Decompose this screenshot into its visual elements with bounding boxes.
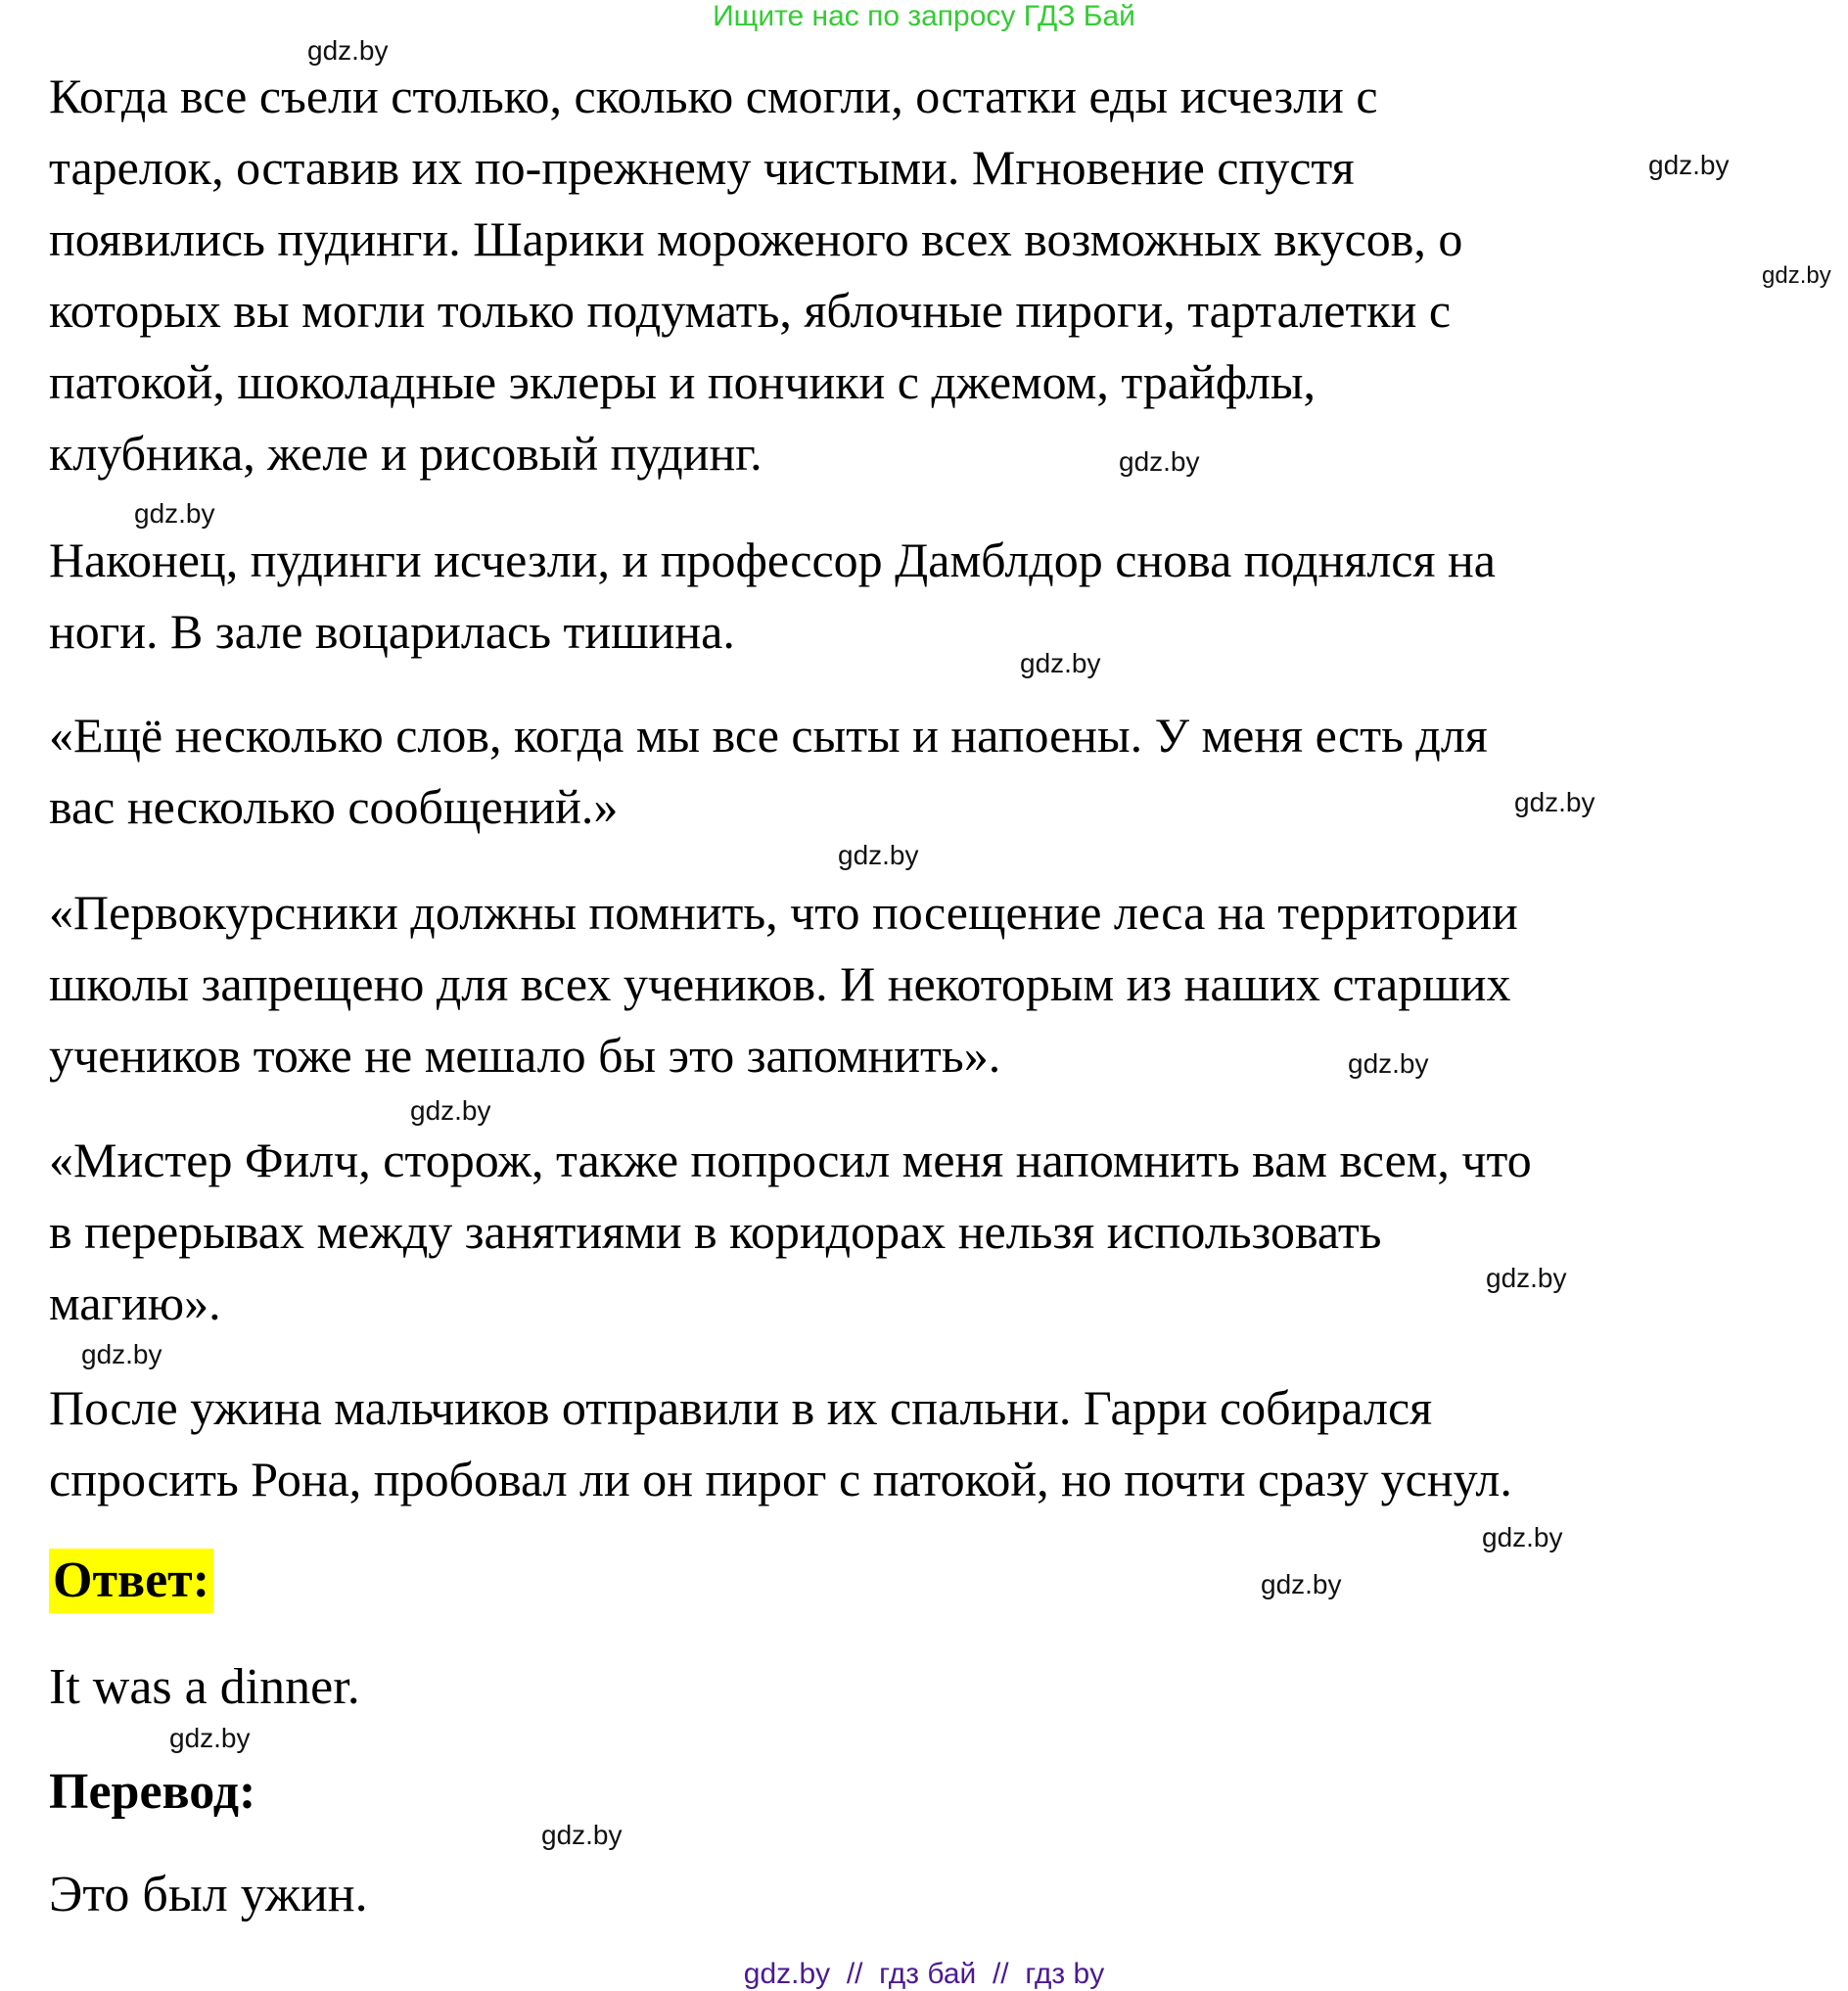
watermark: gdz.by — [1020, 648, 1101, 678]
watermark: gdz.by — [307, 35, 389, 66]
text-line: школы запрещено для всех учеников. И некоторым из наших старших — [49, 956, 1511, 1011]
text-line: вас несколько сообщений.» — [49, 779, 619, 834]
text-line: которых вы могли только подумать, яблочные пироги, тарталетки с — [49, 283, 1452, 338]
text-line: «Ещё несколько слов, когда мы все сыты и напоены. У меня есть для — [49, 708, 1488, 763]
answer-text: It was a dinner. — [49, 1659, 360, 1715]
watermark: gdz.by — [1261, 1569, 1342, 1599]
text-line: спросить Рона, пробовал ли он пирог с патокой, но почти сразу уснул. — [49, 1452, 1512, 1506]
watermark: gdz.by — [1762, 262, 1831, 289]
paragraph-4 — [49, 877, 1518, 1091]
paragraph-1 — [49, 61, 1462, 489]
search-promo-header[interactable]: Ищите нас по запросу ГДЗ Бай — [713, 0, 1135, 32]
watermark: gdz.by — [1486, 1263, 1567, 1293]
watermark: gdz.by — [1482, 1522, 1563, 1552]
text-line: После ужина мальчиков отправили в их спальни. Гарри собирался — [49, 1380, 1433, 1435]
text-line: патокой, шоколадные эклеры и пончики с джемом, трайфлы, — [49, 354, 1316, 409]
watermark: gdz.by — [541, 1820, 623, 1850]
paragraph-2 — [49, 525, 1496, 668]
text-line: клубника, желе и рисовый пудинг. — [49, 426, 762, 481]
watermark: gdz.by — [838, 840, 919, 870]
watermark: gdz.by — [1119, 446, 1200, 477]
paragraph-3 — [49, 700, 1488, 843]
watermark: gdz.by — [410, 1095, 491, 1126]
answer-label: Ответ: — [49, 1549, 213, 1613]
watermark: gdz.by — [1348, 1048, 1429, 1079]
text-line: в перерывах между занятиями в коридорах нельзя использовать — [49, 1204, 1382, 1259]
watermark: gdz.by — [134, 498, 215, 529]
watermark: gdz.by — [81, 1339, 162, 1369]
translation-label: Перевод: — [49, 1764, 256, 1820]
text-line: учеников тоже не мешало бы это запомнить». — [49, 1028, 1001, 1083]
text-line: «Первокурсники должны помнить, что посещение леса на территории — [49, 885, 1518, 940]
footer-links[interactable]: gdz.by // гдз бай // гдз by — [743, 1958, 1105, 1990]
text-line: магию». — [49, 1275, 221, 1330]
text-line: появились пудинги. Шарики мороженого всех возможных вкусов, о — [49, 211, 1463, 266]
text-line: «Мистер Филч, сторож, также попросил меня напомнить вам всем, что — [49, 1133, 1532, 1187]
watermark: gdz.by — [169, 1723, 251, 1753]
text-line: тарелок, оставив их по-прежнему чистыми. Мгновение спустя — [49, 140, 1355, 195]
watermark: gdz.by — [1648, 150, 1730, 180]
watermark: gdz.by — [1514, 787, 1595, 817]
text-line: Когда все съели столько, сколько смогли, остатки еды исчезли с — [49, 69, 1378, 123]
text-line: Наконец, пудинги исчезли, и профессор Дамблдор снова поднялся на — [49, 532, 1496, 587]
paragraph-6 — [49, 1372, 1512, 1515]
translation-text: Это был ужин. — [49, 1867, 368, 1922]
paragraph-5 — [49, 1125, 1532, 1339]
text-line: ноги. В зале воцарилась тишина. — [49, 604, 735, 659]
